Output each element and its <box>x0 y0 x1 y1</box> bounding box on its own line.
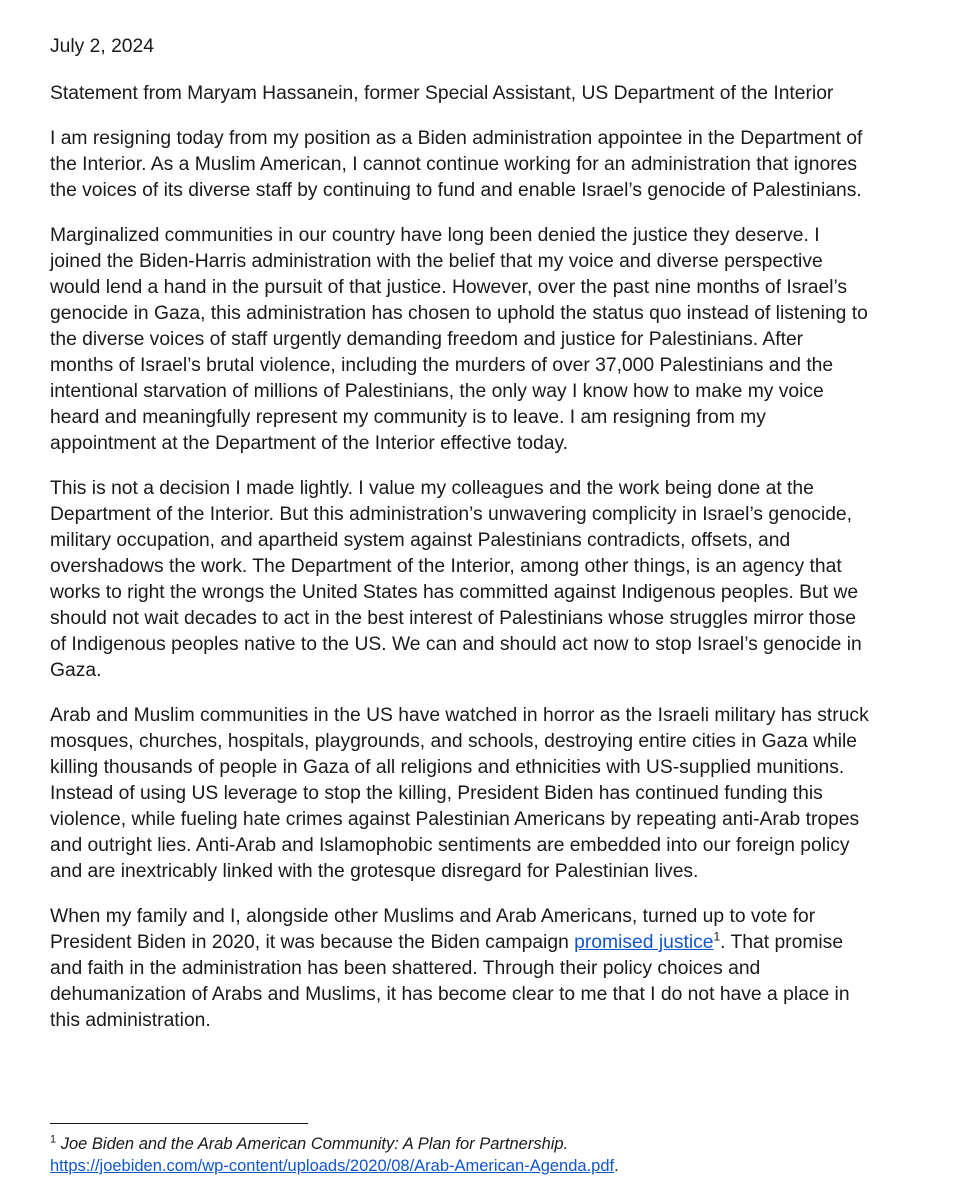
promised-justice-link[interactable]: promised justice <box>574 932 714 953</box>
footnote-period: . <box>614 1157 619 1175</box>
paragraph-line: and are inextricably linked with the grotesque disregard for Palestinian lives. <box>50 861 699 882</box>
paragraph-line: Marginalized communities in our country have long been denied the justice they deserve. I <box>50 225 820 246</box>
paragraph-line: Instead of using US leverage to stop the killing, President Biden has continued funding this <box>50 783 823 804</box>
paragraph-line: killing thousands of people in Gaza of all religions and ethnicities with US-supplied munitions. <box>50 757 845 778</box>
paragraph-4 <box>50 703 910 885</box>
paragraph-line: of Indigenous peoples native to the US. We can and should act now to stop Israel’s genocide in <box>50 634 862 655</box>
footnote-title: Joe Biden and the Arab American Community: A Plan for Partnership. <box>60 1135 569 1153</box>
footnote-url-line <box>50 1155 910 1177</box>
paragraph-1 <box>50 126 910 204</box>
paragraph-line: this administration. <box>50 1010 211 1031</box>
paragraph-line: works to right the wrongs the United States has committed against Indigenous peoples. But we <box>50 582 859 603</box>
paragraph-line-with-link <box>50 930 910 956</box>
paragraph-text: . That promise <box>720 932 844 953</box>
paragraph-line: the voices of its diverse staff by continuing to fund and enable Israel’s genocide of Palestinians. <box>50 180 862 201</box>
paragraph-line: Gaza. <box>50 660 102 681</box>
paragraph-2 <box>50 223 910 457</box>
footnote <box>50 1133 910 1177</box>
paragraph-line: intentional starvation of millions of Palestinians, the only way I know how to make my voice <box>50 381 824 402</box>
paragraph-line: the Interior. As a Muslim American, I cannot continue working for an administration that ignores <box>50 154 858 175</box>
footnote-divider <box>50 1123 308 1124</box>
paragraph-line: Department of the Interior. But this administration’s unwavering complicity in Israel’s genocide, <box>50 504 852 525</box>
paragraph-line: genocide in Gaza, this administration has chosen to uphold the status quo instead of listening to <box>50 303 868 324</box>
paragraph-line: should not wait decades to act in the best interest of Palestinians whose struggles mirror those <box>50 608 856 629</box>
paragraph-line: violence, while fueling hate crimes against Palestinian Americans by repeating anti-Arab tropes <box>50 809 860 830</box>
paragraph-line: mosques, churches, hospitals, playgrounds, and schools, destroying entire cities in Gaza while <box>50 731 858 752</box>
paragraph-line: overshadows the work. The Department of the Interior, among other things, is an agency that <box>50 556 842 577</box>
paragraph-line: military occupation, and apartheid system against Palestinians contradicts, offsets, and <box>50 530 791 551</box>
footnote-url-link[interactable]: https://joebiden.com/wp-content/uploads/2020/08/Arab-American-Agenda.pdf <box>50 1157 615 1175</box>
statement-heading: Statement from Maryam Hassanein, former Special Assistant, US Department of the Interior <box>50 83 834 104</box>
letter-date: July 2, 2024 <box>50 36 154 57</box>
footnote-number: 1 <box>50 1133 57 1146</box>
paragraph-text: President Biden in 2020, it was because the Biden campaign <box>50 932 575 953</box>
paragraph-line: Arab and Muslim communities in the US have watched in horror as the Israeli military has struck <box>50 705 869 726</box>
paragraph-line: months of Israel’s brutal violence, including the murders of over 37,000 Palestinians and the <box>50 355 834 376</box>
paragraph-line: dehumanization of Arabs and Muslims, it has become clear to me that I do not have a place in <box>50 984 850 1005</box>
paragraph-5 <box>50 904 910 1034</box>
paragraph-line: and outright lies. Anti-Arab and Islamophobic sentiments are embedded into our foreign policy <box>50 835 850 856</box>
paragraph-line: When my family and I, alongside other Muslims and Arab Americans, turned up to vote for <box>50 906 816 927</box>
paragraph-3 <box>50 476 910 684</box>
footnote-citation <box>50 1133 910 1155</box>
paragraph-line: This is not a decision I made lightly. I value my colleagues and the work being done at the <box>50 478 814 499</box>
paragraph-line: and faith in the administration has been shattered. Through their policy choices and <box>50 958 761 979</box>
paragraph-line: joined the Biden-Harris administration with the belief that my voice and diverse perspective <box>50 251 823 272</box>
paragraph-line: would lend a hand in the pursuit of that justice. However, over the past nine months of Israel’s <box>50 277 848 298</box>
paragraph-line: appointment at the Department of the Interior effective today. <box>50 433 569 454</box>
paragraph-line: I am resigning today from my position as a Biden administration appointee in the Department of <box>50 128 863 149</box>
footnote-reference: 1 <box>713 929 721 944</box>
letter-body <box>50 34 910 1053</box>
paragraph-line: the diverse voices of staff urgently demanding freedom and justice for Palestinians. After <box>50 329 804 350</box>
paragraph-line: heard and meaningfully represent my community is to leave. I am resigning from my <box>50 407 766 428</box>
